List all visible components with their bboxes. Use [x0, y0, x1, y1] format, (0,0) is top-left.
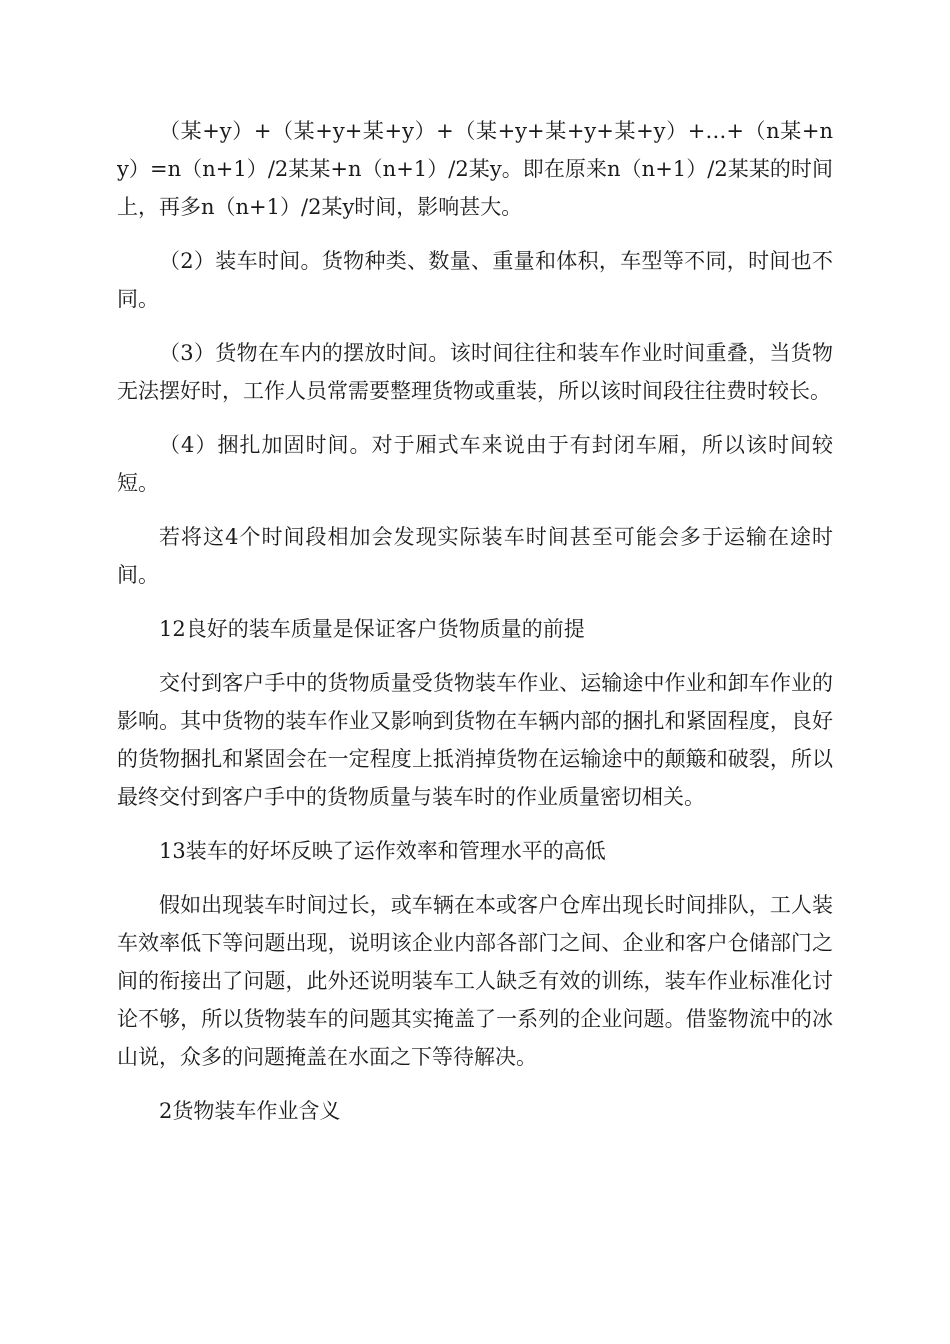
paragraph-placement-time: （3）货物在车内的摆放时间。该时间往往和装车作业时间重叠，当货物无法摆好时，工作人员常需要整理货物或重装，所以该时间段往往费时较长。 — [117, 341, 833, 403]
paragraph-summary: 若将这4个时间段相加会发现实际装车时间甚至可能会多于运输在途时间。 — [117, 525, 833, 587]
section-heading-2: 2货物装车作业含义 — [159, 1099, 341, 1123]
document-body — [117, 112, 833, 1146]
paragraph-loading-time: （2）装车时间。货物种类、数量、重量和体积，车型等不同，时间也不同。 — [117, 249, 833, 311]
paragraph-formula: （某+y）+（某+y+某+y）+（某+y+某+y+某+y）+…+（n某+ny）=n（n+1）/2某某+n（n+1）/2某y。即在原来n（n+1）/2某某的时间上，再多n（n+1）/2某y时间，影响甚大。 — [117, 119, 833, 219]
section-heading-12: 12良好的装车质量是保证客户货物质量的前提 — [159, 617, 585, 641]
section-heading-13: 13装车的好坏反映了运作效率和管理水平的高低 — [159, 839, 606, 863]
paragraph-quality: 交付到客户手中的货物质量受货物装车作业、运输途中作业和卸车作业的影响。其中货物的装车作业又影响到货物在车辆内部的捆扎和紧固程度，良好的货物捆扎和紧固会在一定程度上抵消掉货物在运输途中的颠簸和破裂，所以最终交付到客户手中的货物质量与装车时的作业质量密切相关。 — [117, 671, 833, 809]
paragraph-efficiency: 假如出现装车时间过长，或车辆在本或客户仓库出现长时间排队，工人装车效率低下等问题出现，说明该企业内部各部门之间、企业和客户仓储部门之间的衔接出了问题，此外还说明装车工人缺乏有效的训练，装车作业标准化讨论不够，所以货物装车的问题其实掩盖了一系列的企业问题。借鉴物流中的冰山说，众多的问题掩盖在水面之下等待解决。 — [117, 893, 833, 1069]
paragraph-binding-time: （4）捆扎加固时间。对于厢式车来说由于有封闭车厢，所以该时间较短。 — [117, 433, 833, 495]
